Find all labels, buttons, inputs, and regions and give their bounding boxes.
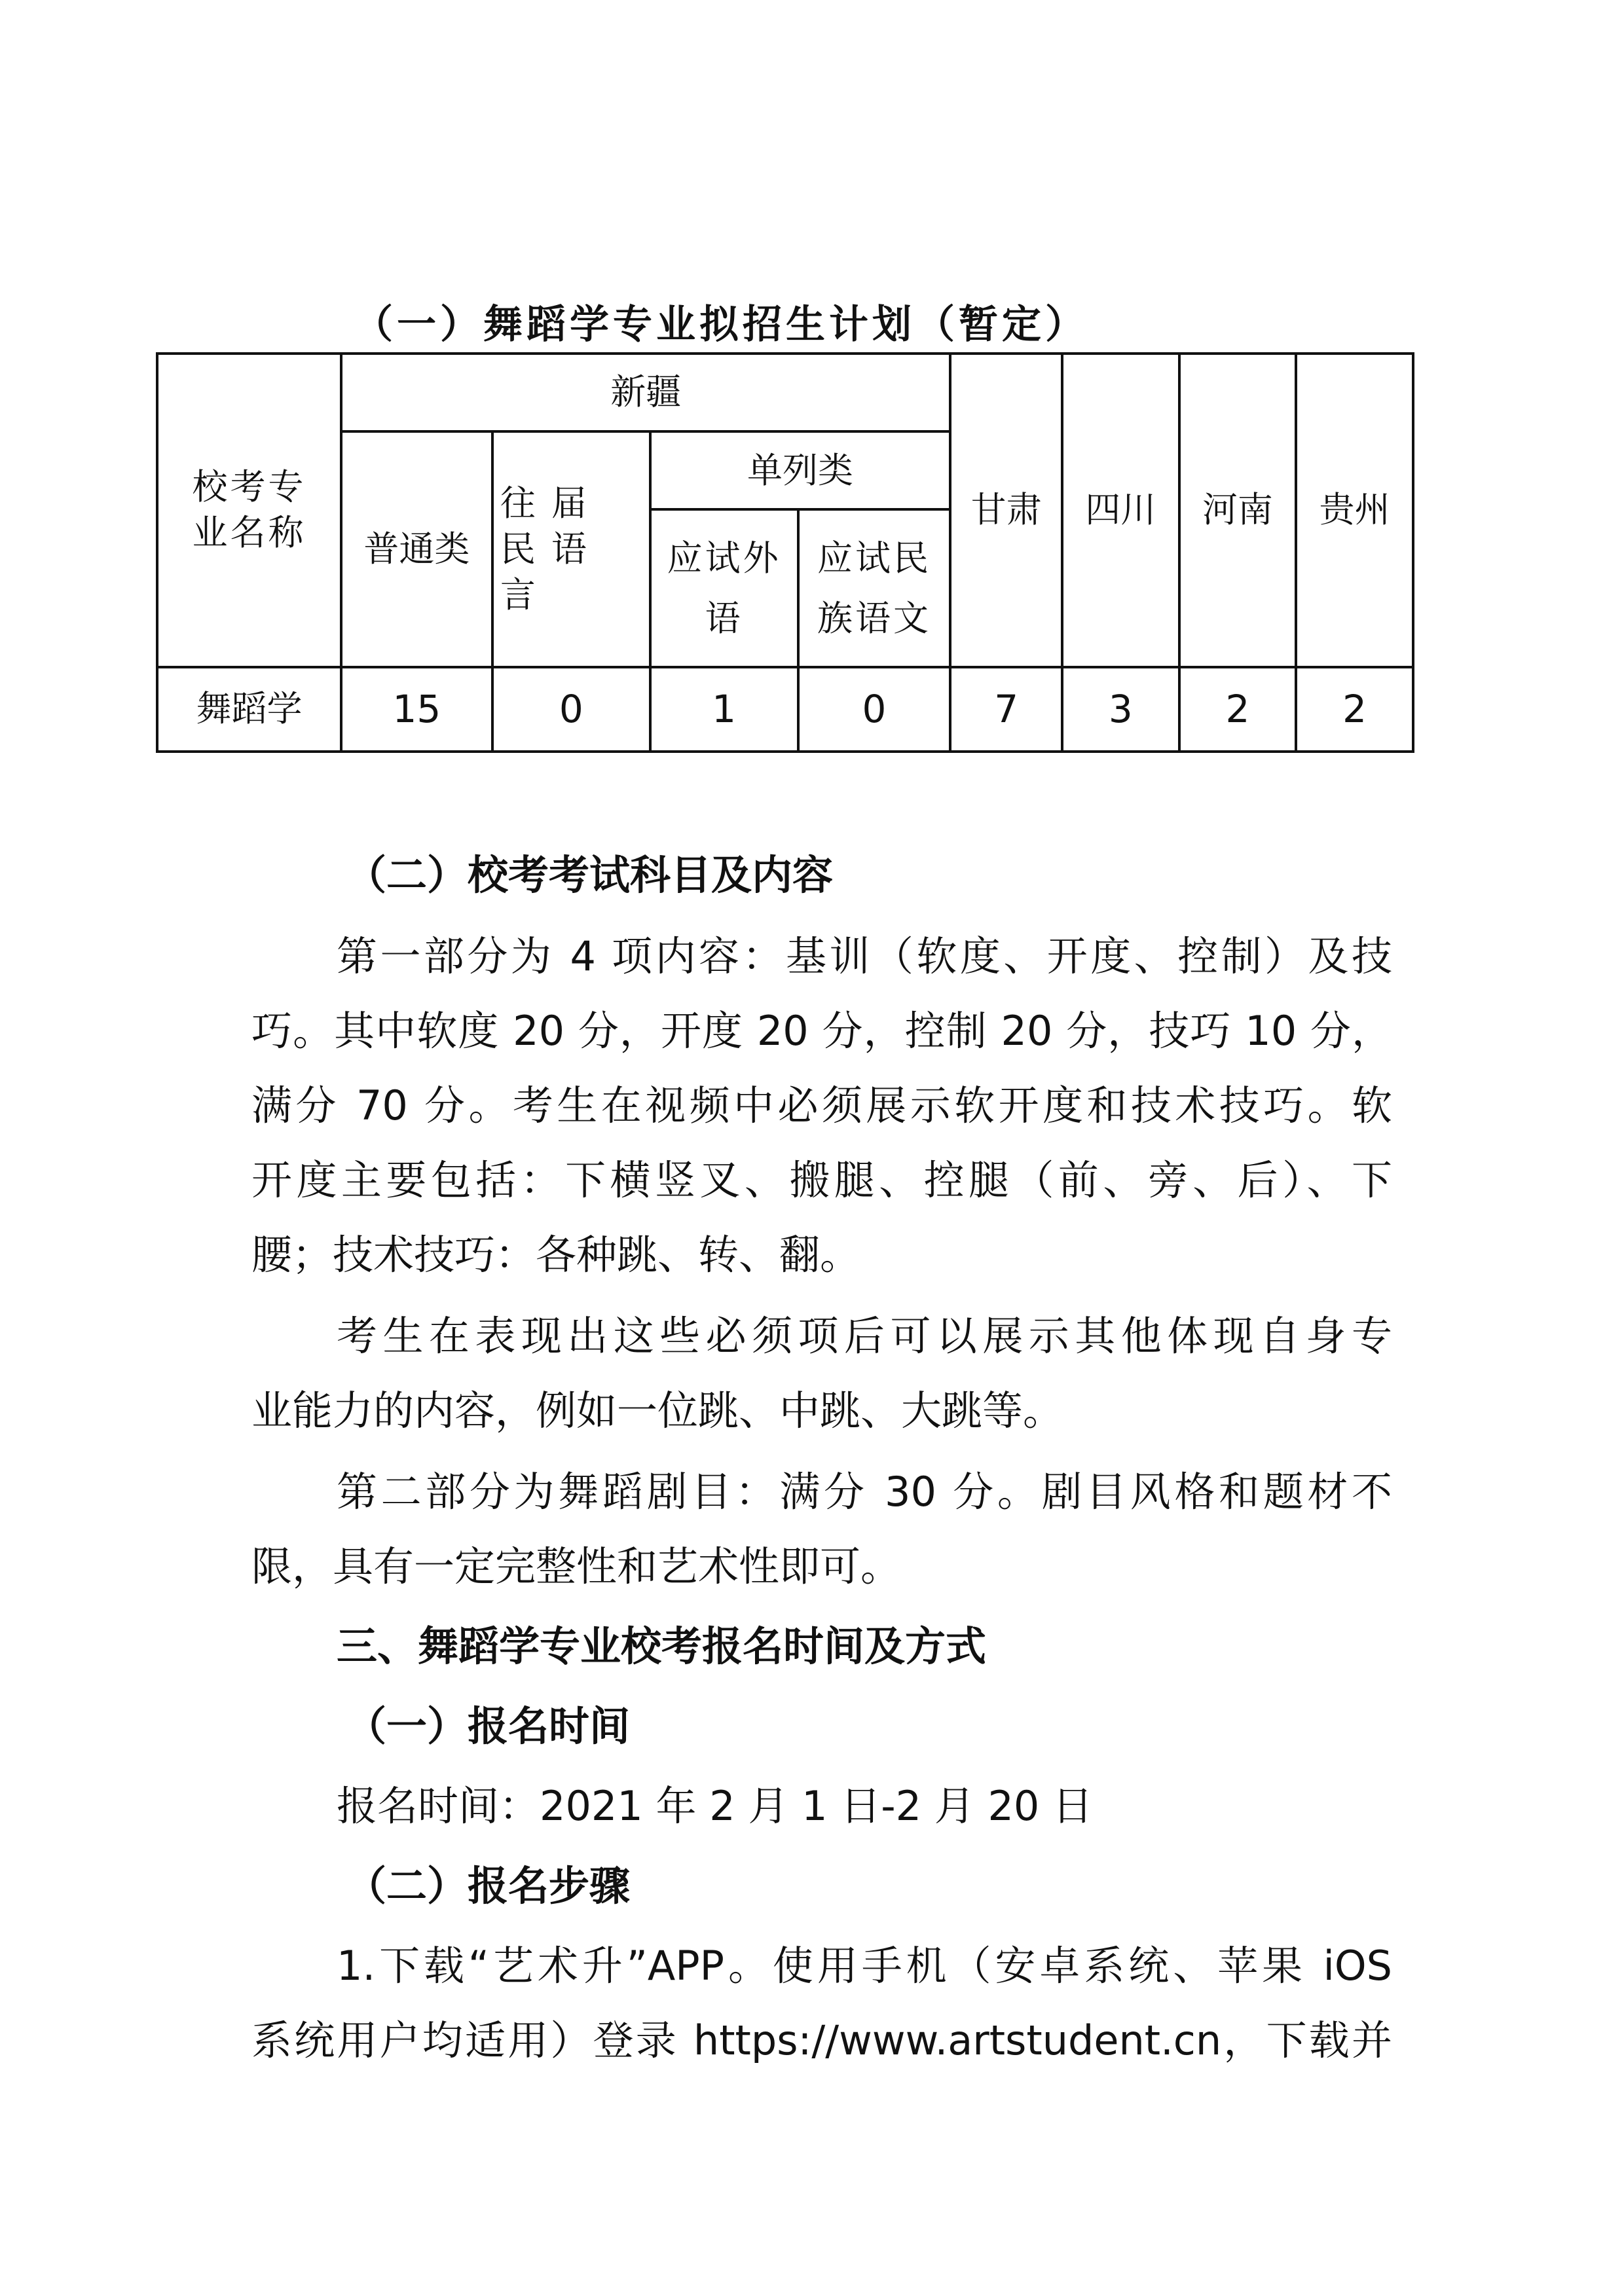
section-heading-exam-content: （二）校考考试科目及内容: [346, 851, 834, 899]
cell-wangjie: 0: [492, 667, 650, 752]
cell-major: 舞蹈学: [157, 667, 341, 752]
paragraph-line: 限，具有一定完整性和艺术性即可。: [251, 1542, 902, 1590]
paragraph-line: 巧。其中软度 20 分，开度 20 分，控制 20 分，技巧 10 分，: [251, 1007, 1392, 1055]
cell-henan: 2: [1179, 667, 1297, 752]
header-gansu: 甘肃: [950, 354, 1062, 667]
header-major-name: 校考专业名称: [157, 354, 341, 667]
enrollment-plan-table: [156, 352, 1414, 753]
paragraph-line: 第二部分为舞蹈剧目：满分 30 分。剧目风格和题材不: [337, 1468, 1392, 1516]
cell-putong: 15: [341, 667, 492, 752]
subheading-registration-steps: （二）报名步骤: [346, 1862, 631, 1910]
header-xinjiang: 新疆: [341, 354, 950, 431]
header-wangjie: 往届民语言: [492, 431, 650, 667]
paragraph-line: 第一部分为 4 项内容：基训（软度、开度、控制）及技: [337, 932, 1392, 980]
cell-guizhou: 2: [1296, 667, 1413, 752]
header-danlie: 单列类: [650, 431, 951, 509]
header-henan: 河南: [1179, 354, 1297, 667]
header-guizhou: 贵州: [1296, 354, 1413, 667]
registration-time-text: 报名时间：2021 年 2 月 1 日-2 月 20 日: [337, 1782, 1094, 1830]
header-sichuan: 四川: [1062, 354, 1179, 667]
header-putong: 普通类: [341, 431, 492, 667]
header-yingshi-minzu: 应试民族语文: [798, 509, 951, 666]
cell-sichuan: 3: [1062, 667, 1179, 752]
header-yingshi-waiyu: 应试外语: [650, 509, 798, 666]
cell-gansu: 7: [950, 667, 1062, 752]
paragraph-line: 开度主要包括：下横竖叉、搬腿、控腿（前、旁、后）、下: [251, 1156, 1392, 1204]
paragraph-line: 业能力的内容，例如一位跳、中跳、大跳等。: [251, 1387, 1064, 1434]
paragraph-line: 腰；技术技巧：各种跳、转、翻。: [251, 1231, 861, 1279]
step-line: 系统用户均适用）登录 https://www.artstudent.cn，下载并: [251, 2016, 1392, 2064]
subheading-registration-time: （一）报名时间: [346, 1702, 631, 1750]
table-caption: （一）舞蹈学专业拟招生计划（暂定）: [354, 302, 1088, 348]
section-heading-registration: 三、舞蹈学专业校考报名时间及方式: [337, 1622, 987, 1670]
cell-yingshi-minzu: 0: [798, 667, 951, 752]
step-line: 1.下载“艺术升”APP。使用手机（安卓系统、苹果 iOS: [337, 1942, 1392, 1990]
paragraph-line: 考生在表现出这些必须项后可以展示其他体现自身专: [337, 1312, 1392, 1360]
paragraph-line: 满分 70 分。考生在视频中必须展示软开度和技术技巧。软: [251, 1082, 1392, 1129]
cell-yingshi-waiyu: 1: [650, 667, 798, 752]
